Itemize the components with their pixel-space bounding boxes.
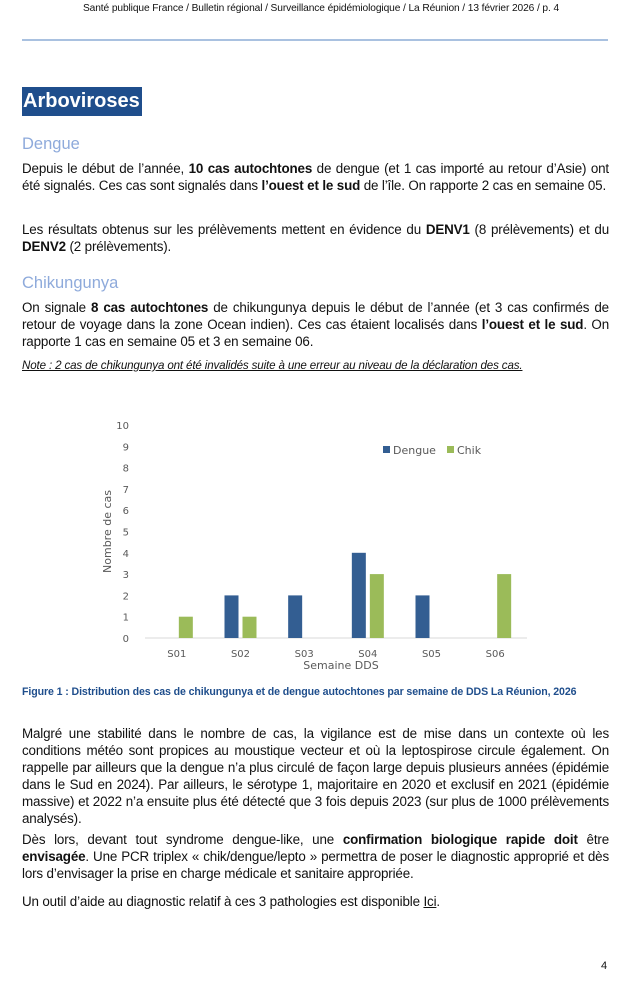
bold-text: confirmation biologique rapide doit [342,832,578,847]
text: Dès lors, devant tout syndrome dengue-like, une [22,832,343,847]
page-number: 4 [601,960,608,972]
legend-swatch-chik [447,446,454,453]
text: . On rapporte 1 cas en semaine 05 et 3 en semaine 06. [22,317,609,349]
figure-caption: Figure 1 : Distribution des cas de chikungunya et de dengue autochtones par semaine de DDS La Réunion, 2026 [22,686,577,698]
bold-text: envisagée [22,849,86,864]
bar-chik-s02 [243,617,257,638]
bar-dengue-s05 [416,595,430,638]
x-tick-label: S06 [485,649,505,660]
bold-text: l’ouest et le sud [261,178,361,193]
y-tick-label: 3 [122,570,129,582]
text: . Une PCR triplex « chik/dengue/lepto » permettra de poser le diagnostic approprié et dès lors d’envisager la prise en charge médicale et sanitaire appropriée. [22,849,609,881]
bar-chart [95,410,535,675]
bold-text: 8 cas autochtones [91,300,209,315]
section-title: Arboviroses [22,87,142,116]
header-divider [22,39,608,41]
dengue-heading: Dengue [22,135,80,153]
y-tick-label: 10 [116,421,129,432]
x-tick-label: S05 [421,649,442,660]
y-axis-label: Nombre de cas [101,490,114,573]
bold-text: 10 cas autochtones [188,161,313,176]
chart-svg [95,410,535,675]
text: de chikungunya depuis le début de l’année (et 3 cas confirmés de retour de voyage dans la zone Ocean indien). Ces cas étaient localisés dans [22,300,609,332]
body-paragraph-4 [22,831,609,882]
body-paragraph-3: Malgré une stabilité dans le nombre de cas, la vigilance est de mise dans un contexte où les conditions météo sont propices au moustique vecteur et où la leptospirose circule également. On rappelle par ailleurs que la dengue n’a plus circulé de façon large depuis plusieurs années (épidémie dans le Sud en 2024). Par ailleurs, le sérotype 1, majoritaire en 2020 et exclusif en 2021 (épidémie massive) et 2022 n’a ensuite plus été détecté que 3 fois depuis 2023 (sur plus de 1000 prélèvements analysés). [22,726,609,826]
y-tick-label: 8 [122,463,129,475]
bar-dengue-s02 [225,595,239,638]
legend-label-dengue: Dengue [393,444,436,457]
text: de dengue (et 1 cas importé au retour d’Asie) ont été signalés. Ces cas sont signalés dans [22,161,610,193]
bold-text: DENV1 [425,222,470,237]
x-tick-label: S02 [230,649,251,660]
y-tick-label: 4 [122,548,129,560]
running-header: Santé publique France / Bulletin régional / Surveillance épidémiologique / La Réunion / 13 février 2026 / p. 4 [82,3,560,14]
x-tick-label: S03 [294,649,314,660]
text: de l’île. On rapporte 2 cas en semaine 05. [360,178,607,193]
bar-chik-s04 [370,574,384,638]
text: Un outil d’aide au diagnostic relatif à ces 3 pathologies est disponible [22,894,424,909]
bold-text: l’ouest et le sud [481,317,584,332]
text: . [436,894,440,909]
x-tick-label: S01 [167,649,187,660]
y-tick-label: 9 [122,442,129,454]
text: Les résultats obtenus sur les prélèvements mettent en évidence du [22,222,426,237]
legend-label-chik: Chik [457,444,482,457]
bold-text: DENV2 [22,239,66,254]
chikungunya-heading: Chikungunya [22,274,119,292]
legend-swatch-dengue [383,446,390,453]
x-tick-label: S04 [358,649,378,660]
text: être [577,832,610,847]
y-tick-label: 1 [122,612,129,624]
bar-chik-s06 [497,574,511,638]
text: (8 prélèvements) et du [469,222,609,237]
text: Depuis le début de l’année, [22,161,189,176]
body-paragraph-5 [22,893,609,910]
y-tick-label: 6 [122,506,129,518]
bar-chik-s01 [179,617,193,638]
y-tick-label: 5 [122,527,129,539]
chikungunya-note: Note : 2 cas de chikungunya ont été invalidés suite à une erreur au niveau de la déclaration des cas. [22,359,523,372]
x-axis-label: Semaine DDS [303,659,379,672]
text: On signale [22,300,91,315]
diagnostic-tool-link[interactable]: Ici [423,894,437,909]
y-tick-label: 2 [122,591,129,603]
bar-dengue-s03 [288,595,302,638]
y-tick-label: 7 [122,484,129,496]
dengue-paragraph-2 [22,221,609,255]
y-tick-label: 0 [122,634,129,645]
chikungunya-paragraph-1 [22,299,609,350]
dengue-paragraph-1 [22,160,609,194]
text: (2 prélèvements). [65,239,172,254]
bar-dengue-s04 [352,553,366,638]
